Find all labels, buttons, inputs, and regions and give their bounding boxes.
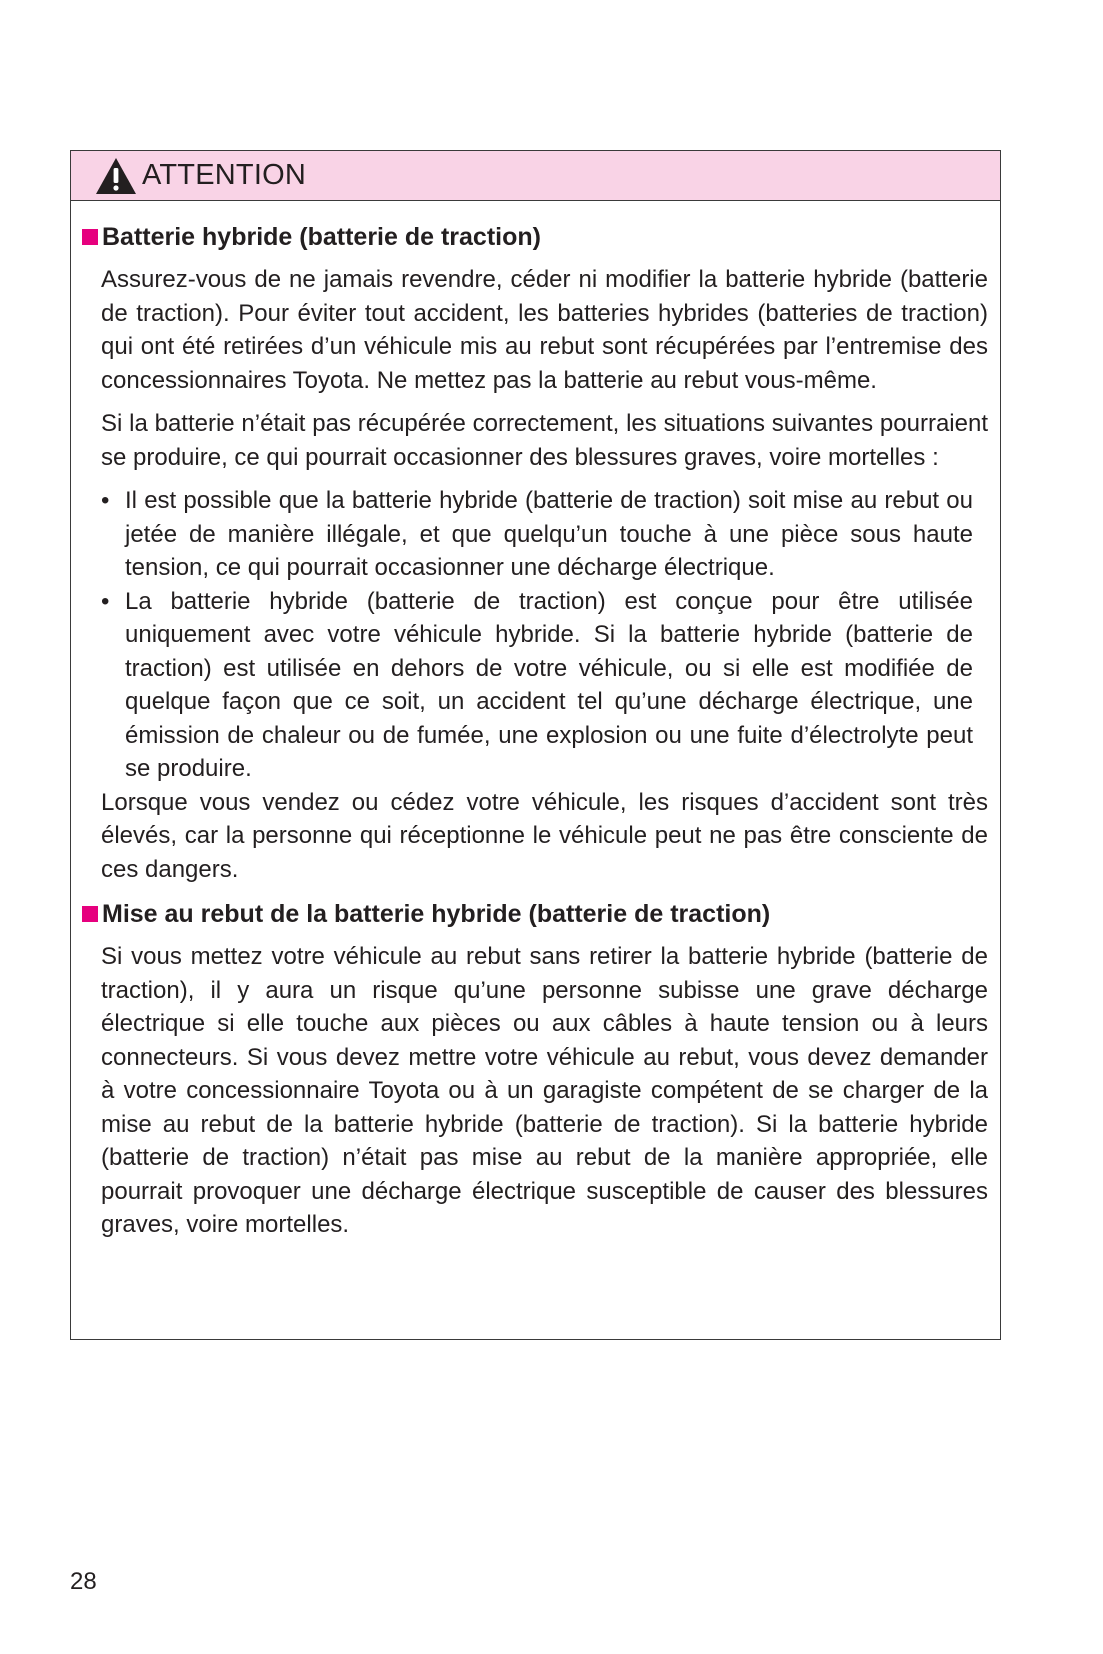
section-heading-text: Mise au rebut de la batterie hybride (batterie de traction) xyxy=(102,900,771,928)
list-item-text: La batterie hybride (batterie de traction) est conçue pour être utilisée uniquement avec votre véhicule hybride. Si la batterie hybride (batterie de traction) est utilisée en dehors de votre véhicule, ou si elle est modifiée de quelque façon que ce soit, un accident tel qu’une décharge électrique, une émission de chaleur ou de fumée, une explosion ou une fuite d’électrolyte peut se produire. xyxy=(125,587,973,782)
paragraph: Si vous mettez votre véhicule au rebut sans retirer la batterie hybride (batterie de traction), il y aura un risque qu’une personne subisse une grave décharge électrique si elle touche aux pièces ou aux câbles à haute tension ou à leurs connecteurs. Si vous devez mettre votre véhicule au rebut, vous devez demander à votre concessionnaire Toyota ou à un garagiste compétent de se charger de la mise au rebut de la batterie hybride (batterie de traction). Si la batterie hybride (batterie de traction) n’était pas mise au rebut de la manière appropriée, elle pourrait provoquer une décharge électrique susceptible de causer des blessures graves, voire mortelles. xyxy=(101,943,988,1238)
section-heading-hybrid-battery xyxy=(82,221,990,253)
warning-title: ATTENTION xyxy=(142,159,306,191)
page-number: 28 xyxy=(70,1568,97,1595)
section-heading-text: Batterie hybride (batterie de traction) xyxy=(102,223,541,251)
warning-box xyxy=(70,150,1001,1340)
paragraph: Assurez-vous de ne jamais revendre, céder ni modifier la batterie hybride (batterie de traction). Pour éviter tout accident, les batteries hybrides (batteries de traction) qui ont été retirées d’un véhicule mis au rebut sont récupérées par l’entremise des concessionnaires Toyota. Ne mettez pas la batterie au rebut vous-même. xyxy=(101,266,988,394)
list-item-text: Il est possible que la batterie hybride (batterie de traction) soit mise au rebut ou jetée de manière illégale, et que quelqu’un touche à une pièce sous haute tension, ce qui pourrait occasionner une décharge électrique. xyxy=(125,487,973,581)
warning-header xyxy=(71,151,1000,201)
bullet-symbol: • xyxy=(101,487,110,514)
warning-content xyxy=(71,201,1000,1242)
paragraph: Lorsque vous vendez ou cédez votre véhicule, les risques d’accident sont très élevés, car la personne qui réceptionne le véhicule peut ne pas être consciente de ces dangers. xyxy=(101,788,988,883)
paragraph: Si la batterie n’était pas récupérée correctement, les situations suivantes pourraient se produire, ce qui pourrait occasionner des blessures graves, voire mortelles : xyxy=(101,410,988,471)
square-bullet-icon xyxy=(82,229,98,245)
list-item xyxy=(101,585,973,786)
bullet-list xyxy=(101,484,990,786)
section-heading-battery-disposal xyxy=(82,898,990,930)
bullet-symbol: • xyxy=(101,587,110,615)
square-bullet-icon xyxy=(82,906,98,922)
warning-triangle-icon xyxy=(95,157,137,195)
list-item xyxy=(101,484,973,585)
